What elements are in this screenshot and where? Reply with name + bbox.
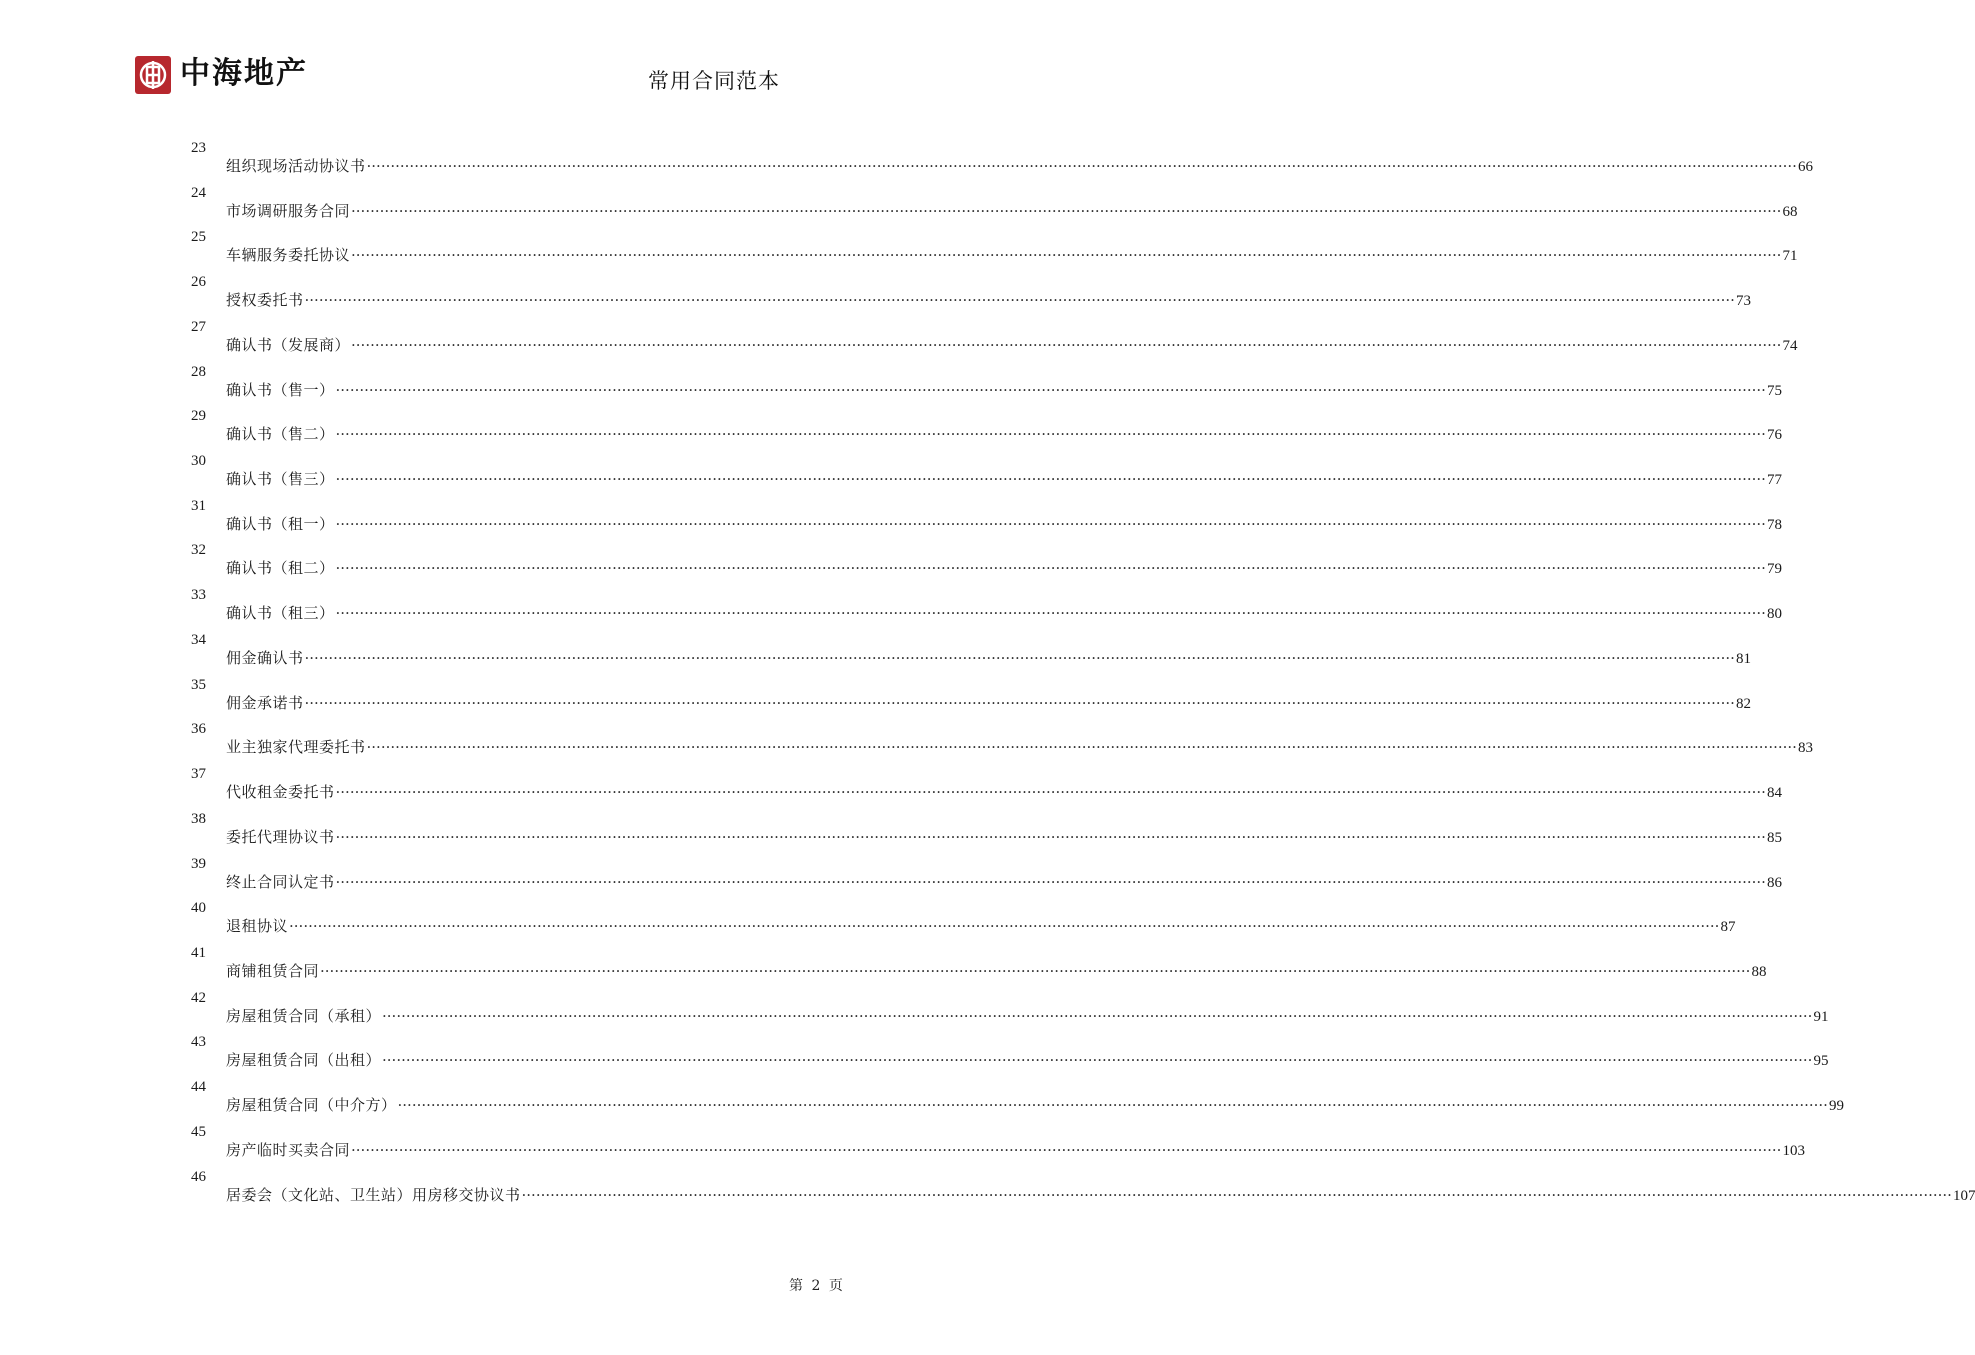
company-logo-icon [135,56,171,94]
toc-dot-leader: ············································································································································································································································································································ [304,648,1735,667]
toc-entry-line [226,380,1782,400]
toc-entry-page: 68 [1782,203,1798,220]
toc-entry-number: 33 [191,587,206,604]
toc-entry-line [226,290,1751,310]
toc-entry-page: 95 [1813,1053,1829,1070]
toc-entry-page: 66 [1797,159,1813,175]
toc-entry-title[interactable]: 确认书（售二） [226,425,335,444]
document-header-title: 常用合同范本 [648,69,780,93]
toc-entry-page: 76 [1766,427,1782,444]
footer-page-number: 2 [811,1278,821,1294]
toc-entry-line [226,1140,1805,1160]
toc-entry-title[interactable]: 房屋租赁合同（承租） [226,1006,382,1025]
toc-entry-title[interactable]: 居委会（文化站、卫生站）用房移交协议书 [226,1185,521,1204]
toc-dot-leader: ············································································································································································································································································································ [335,470,1766,489]
toc-entry-title[interactable]: 终止合同认定书 [226,872,335,891]
toc-entry-page: 107 [1952,1187,1975,1204]
toc-entry-page: 103 [1782,1142,1805,1159]
toc-entry-number: 37 [191,766,206,783]
toc-entry-page: 71 [1782,248,1798,265]
toc-entry-line [226,1095,1844,1115]
toc-dot-leader: ············································································································································································································································································································ [320,961,1751,980]
toc-entry-line [226,469,1782,489]
toc-entry[interactable] [0,228,1798,273]
toc-entry-page: 85 [1766,829,1782,846]
toc-entry-title[interactable]: 车辆服务委托协议 [226,246,351,265]
toc-dot-leader: ············································································································································································································································································································ [335,380,1766,399]
toc-entry-title[interactable]: 确认书（租三） [226,604,335,623]
toc-entry[interactable] [0,1078,1844,1123]
toc-entry[interactable] [0,586,1782,631]
toc-entry[interactable] [0,318,1798,363]
toc-entry-page: 79 [1766,561,1782,578]
toc-dot-leader: ············································································································································································································································································································ [366,738,1797,757]
toc-entry-page: 80 [1766,606,1782,623]
toc-entry-page: 87 [1720,919,1736,936]
toc-entry-number: 23 [191,140,206,156]
toc-entry-line [226,693,1751,713]
toc-entry-number: 42 [191,989,206,1006]
toc-entry-line [226,514,1782,534]
toc-entry-number: 28 [191,363,206,380]
toc-entry-number: 44 [191,1079,206,1096]
toc-entry-title[interactable]: 委托代理协议书 [226,827,335,846]
toc-dot-leader: ············································································································································································································································································································ [382,1006,1813,1025]
toc-entry-number: 29 [191,408,206,425]
toc-entry-title[interactable]: 房屋租赁合同（中介方） [226,1096,397,1115]
toc-dot-leader: ············································································································································································································································································································ [335,604,1766,623]
toc-dot-leader: ············································································································································································································································································································ [335,827,1766,846]
toc-entry-number: 30 [191,453,206,470]
toc-entry[interactable] [0,810,1782,855]
toc-dot-leader: ············································································································································································································································································································ [351,201,1782,220]
toc-entry[interactable] [0,631,1751,676]
toc-entry-page: 82 [1735,695,1751,712]
toc-entry-title[interactable]: 确认书（售一） [226,380,335,399]
toc-entry-title[interactable]: 退租协议 [226,917,289,936]
footer-prefix: 第 [789,1278,803,1294]
toc-entry-line [226,156,1813,176]
toc-entry-title[interactable]: 组织现场活动协议书 [226,157,366,175]
toc-entry-number: 41 [191,944,206,961]
toc-dot-leader: ············································································································································································································································································································ [397,1096,1828,1115]
toc-dot-leader: ············································································································································································································································································································ [335,783,1766,802]
toc-entry-number: 45 [191,1123,206,1140]
toc-entry-number: 38 [191,810,206,827]
toc-dot-leader: ············································································································································································································································································································ [304,291,1735,310]
toc-entry[interactable] [0,363,1782,408]
toc-entry[interactable] [0,541,1782,586]
toc-entry-title[interactable]: 确认书（租二） [226,559,335,578]
toc-entry-number: 24 [191,184,206,201]
toc-dot-leader: ············································································································································································································································································································ [335,425,1766,444]
toc-dot-leader: ············································································································································································································································································································ [351,1140,1782,1159]
toc-entry-number: 26 [191,274,206,291]
toc-entry-number: 40 [191,900,206,917]
toc-entry-line [226,424,1782,444]
toc-entry-title[interactable]: 业主独家代理委托书 [226,738,366,757]
toc-entry-title[interactable]: 确认书（发展商） [226,335,351,354]
toc-entry-page: 75 [1766,382,1782,399]
toc-entry-page: 84 [1766,785,1782,802]
toc-entry-number: 36 [191,721,206,738]
toc-entry-title[interactable]: 确认书（租一） [226,514,335,533]
toc-entry[interactable] [0,139,1813,184]
toc-entry-page: 77 [1766,472,1782,489]
toc-entry-line [226,648,1751,668]
toc-entry[interactable] [0,1033,1829,1078]
toc-entry-page: 78 [1766,516,1782,533]
toc-entry[interactable] [0,989,1829,1034]
toc-entry[interactable] [0,855,1782,900]
toc-entry[interactable] [0,497,1782,542]
toc-entry-title[interactable]: 确认书（售三） [226,470,335,489]
toc-entry-title[interactable]: 房产临时买卖合同 [226,1140,351,1159]
toc-entry[interactable] [0,765,1782,810]
toc-dot-leader: ············································································································································································································································································································ [304,693,1735,712]
toc-dot-leader: ············································································································································································································································································································ [335,559,1766,578]
page-footer [787,1275,845,1295]
toc-entry[interactable] [0,1123,1805,1168]
toc-entry-number: 35 [191,676,206,693]
toc-entry-line [226,737,1813,757]
toc-entry-page: 91 [1813,1008,1829,1025]
toc-entry-title[interactable]: 代收租金委托书 [226,783,335,802]
toc-dot-leader: ············································································································································································································································································································ [335,514,1766,533]
toc-entry-line [226,827,1782,847]
toc-entry-page: 99 [1828,1098,1844,1115]
toc-dot-leader: ············································································································································································································································································································ [382,1051,1813,1070]
toc-entry-title[interactable]: 佣金承诺书 [226,693,304,712]
toc-entry-line [226,1006,1829,1026]
toc-dot-leader: ············································································································································································································································································································ [521,1185,1952,1204]
toc-entry-line [226,1185,1975,1205]
toc-entry-number: 39 [191,855,206,872]
toc-entry-line [226,961,1767,981]
toc-dot-leader: ············································································································································································································································································································ [366,157,1797,175]
toc-entry-title[interactable]: 授权委托书 [226,291,304,310]
toc-entry-page: 81 [1735,650,1751,667]
toc-entry[interactable] [0,407,1782,452]
toc-entry-page: 86 [1766,874,1782,891]
toc-entry-line [226,872,1782,892]
toc-dot-leader: ············································································································································································································································································································ [289,917,1720,936]
toc-entry[interactable] [0,720,1813,765]
toc-entry[interactable] [0,676,1751,721]
toc-entry-number: 27 [191,318,206,335]
toc-entry-page: 83 [1797,740,1813,757]
toc-entry-line [226,782,1782,802]
toc-dot-leader: ············································································································································································································································································································ [351,335,1782,354]
toc-dot-leader: ············································································································································································································································································································ [335,872,1766,891]
toc-entry-line [226,603,1782,623]
toc-entry-number: 32 [191,542,206,559]
toc-entry[interactable] [0,184,1798,229]
toc-entry[interactable] [0,1168,1975,1213]
toc-entry-title[interactable]: 房屋租赁合同（出租） [226,1051,382,1070]
toc-dot-leader: ············································································································································································································································································································ [351,246,1782,265]
footer-suffix: 页 [828,1278,843,1294]
toc-entry-line [226,916,1736,936]
toc-entry-title[interactable]: 商铺租赁合同 [226,961,320,980]
toc-entry-line [226,335,1798,355]
toc-entry-number: 43 [191,1034,206,1051]
toc-entry-number: 34 [191,631,206,648]
toc-entry[interactable] [0,452,1782,497]
toc-entry-page: 88 [1751,963,1767,980]
toc-entry[interactable] [0,899,1736,944]
toc-entry-number: 31 [191,497,206,514]
toc-entry-line [226,245,1798,265]
toc-entry-line [226,1050,1829,1070]
toc-entry-title[interactable]: 佣金确认书 [226,648,304,667]
toc-entry[interactable] [0,944,1767,989]
toc-entry-page: 74 [1782,337,1798,354]
toc-entry-line [226,558,1782,578]
company-logo-text: 中海地产 [180,56,308,91]
toc-entry-page: 73 [1735,293,1751,310]
toc-entry-line [226,201,1798,221]
toc-entry[interactable] [0,273,1751,318]
toc-entry-number: 46 [191,1168,206,1185]
toc-entry-title[interactable]: 市场调研服务合同 [226,201,351,220]
toc-entry-number: 25 [191,229,206,246]
